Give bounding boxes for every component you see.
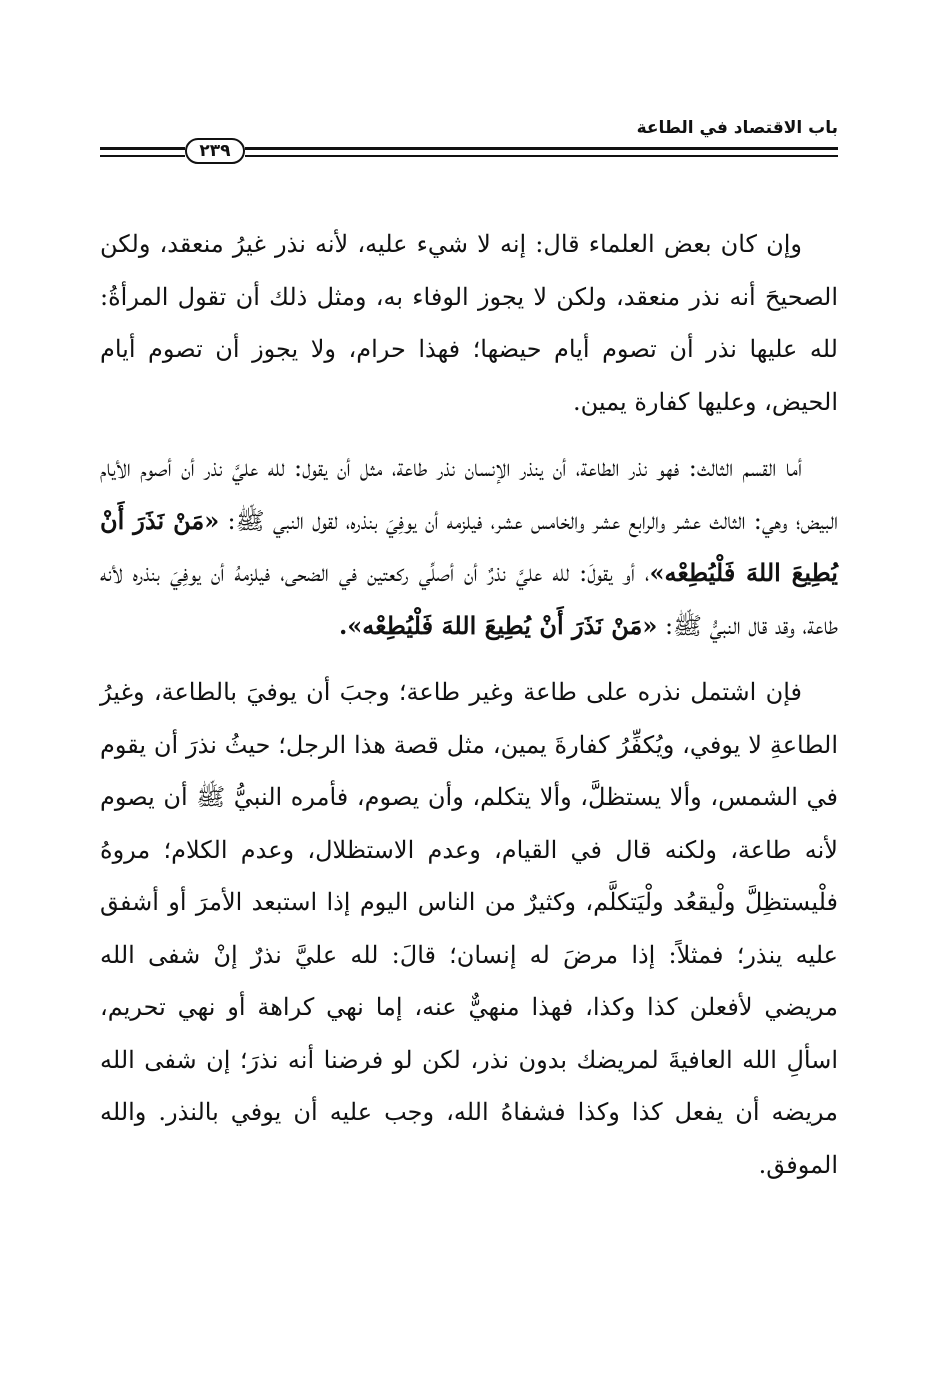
header-rule-right (245, 147, 838, 157)
page-header (100, 118, 838, 168)
hadith-quote-1: «مَنْ نَذَرَ أَنْ يُطِيعَ اللهَ فَلْيُطِعْه» (100, 505, 838, 587)
running-title: باب الاقتصاد في الطاعة (636, 118, 838, 138)
hadith-quote-2: «مَنْ نَذَرَ أَنْ يُطِيعَ اللهَ فَلْيُطِعْه» (347, 610, 658, 640)
page-number: ٢٣٩ (185, 138, 245, 164)
paragraph-3: فإن اشتمل نذره على طاعة وغير طاعة؛ وجبَ أن يوفيَ بالطاعة، وغيرُ الطاعةِ لا يوفي، ويُكفِّرُ كفارةَ يمين، مثل قصة هذا الرجل؛ حيثُ نذرَ أن يقوم في الشمس، وألا يستظلَّ، وألا يتكلم، وأن يصوم، فأمره النبيُّ ﷺ أن يصوم لأنه طاعة، ولكنه قال في القيام، وعدم الاستظلال، وعدم الكلام؛ مروهُ فلْيستظِلَّ ولْيقعُد ولْيَتكلَّم، وكثيرٌ من الناس اليوم إذا استبعد الأمرَ أو أشفق عليه ينذر؛ فمثلاً: إذا مرضَ له إنسان؛ قالَ: لله عليَّ نذرٌ إنْ شفى الله مريضي لأفعلن كذا وكذا، فهذا منهيٌّ عنه، إما نهي كراهة أو نهي تحريم، اسألِ الله العافيةَ لمريضك بدون نذر، لكن لو فرضنا أنه نذرَ؛ إن شفى الله مريضه أن يفعل كذا وكذا فشفاهُ الله، وجب عليه أن يوفي بالنذر. والله الموفق. (100, 678, 838, 1179)
paragraph-1: وإن كان بعض العلماء قال: إنه لا شيء عليه، لأنه نذر غيرُ منعقد، ولكن الصحيحَ أنه نذر منعقد، ولكن لا يجوز الوفاء به، ومثل ذلك أن تقول المرأةُ: لله عليها نذر أن تصوم أيام حيضها؛ فهذا حرام، ولا يجوز أن تصوم أيام الحيض، وعليها كفارة يمين. (100, 230, 838, 416)
page-body (100, 218, 838, 1191)
header-rule-left (100, 147, 185, 157)
paragraph-2-end: . (338, 610, 348, 640)
paragraph-2-part-1: أما القسم الثالث: فهو نذر الطاعة، أن ينذر الإنسان نذر طاعة، مثل أن يقول: لله عليَّ نذر أن أصوم الأيام البيض؛ وهي: الثالث عشر والرابع عشر والخامس عشر، فيلزمه أن يوفِيَ بنذره، لقول النبي ﷺ: (100, 454, 838, 535)
paragraph-2 (100, 442, 838, 652)
paragraph-2-part-2: ، أو يقولَ: لله عليَّ نذرٌ أن أصلِّي ركعتين في الضحى، فيلزمهُ أن يوفِيَ بنذره لأنه طاعة، وقد قال النبيُّ ﷺ: (100, 559, 838, 640)
